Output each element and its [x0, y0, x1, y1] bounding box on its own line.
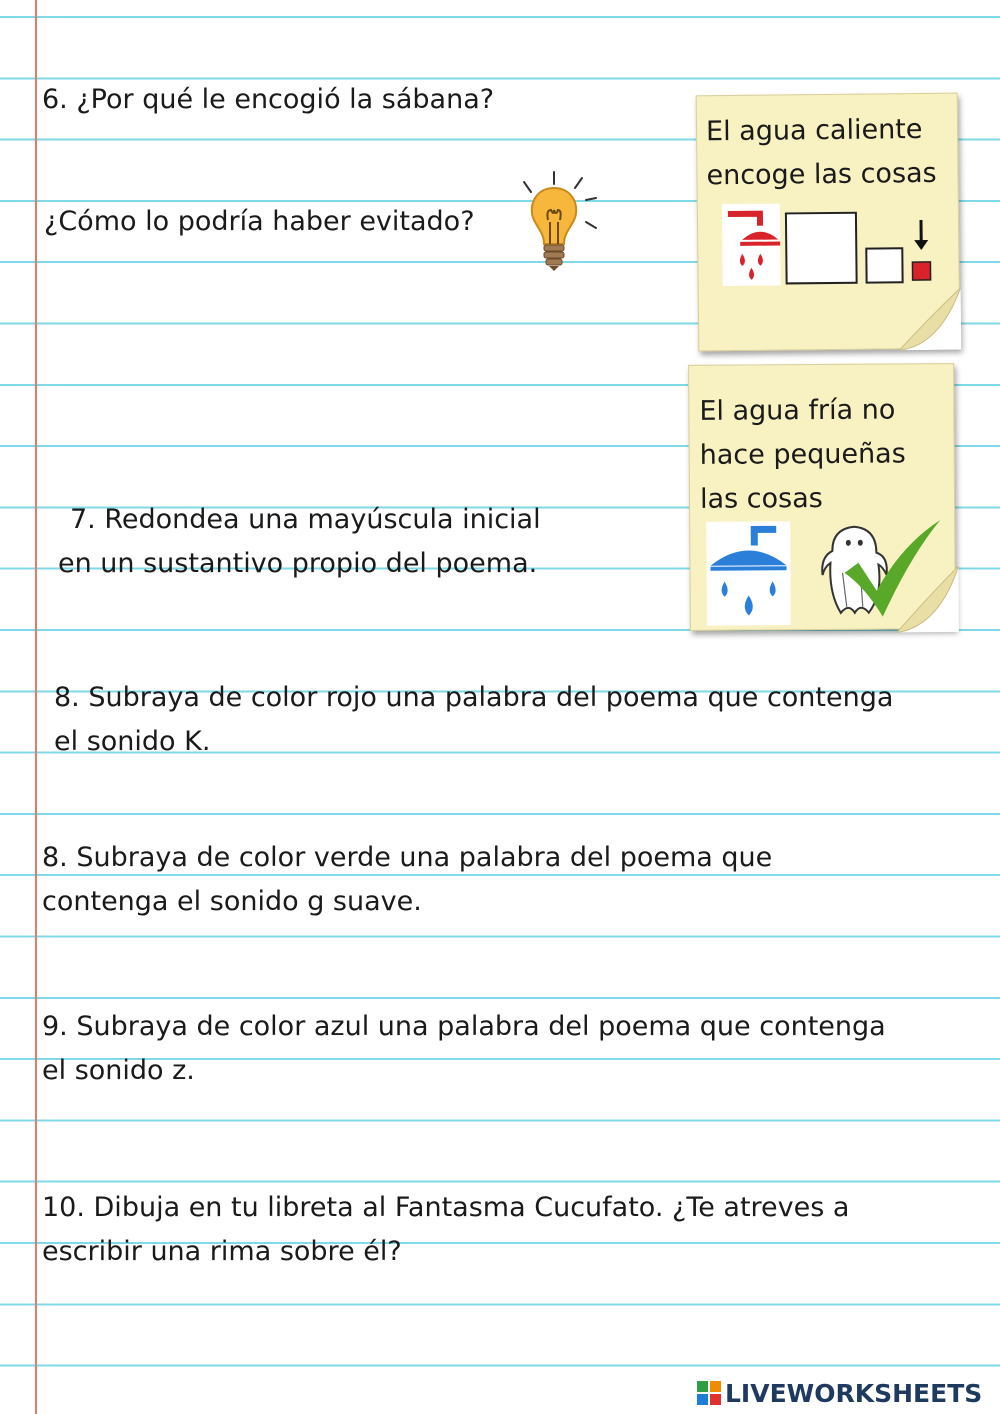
hot-note-line-1: El agua caliente [705, 114, 923, 148]
down-arrow-icon [914, 220, 928, 250]
question-7-text-line-2: en un sustantivo propio del poema. [58, 548, 538, 579]
brand-name: LIVEWORKSHEETS [725, 1378, 983, 1408]
question-6-text: 6. ¿Por qué le encogió la sábana? [42, 84, 495, 115]
question-8-red-text-line-2: el sonido K. [54, 726, 211, 757]
cold-shower-icon [706, 521, 791, 626]
liveworksheets-brand [697, 1378, 982, 1408]
question-6-followup-text: ¿Cómo lo podría haber evitado? [44, 206, 475, 237]
cold-note-line-1: El agua fría no [699, 394, 896, 427]
note-curl [899, 288, 962, 351]
cold-note-line-3: las cosas [699, 482, 823, 515]
hot-note-line-2: encoge las cosas [706, 157, 937, 192]
question-8-green-text-line-2: contenga el sonido g suave. [42, 886, 422, 917]
question-9-text-line-2: el sonido z. [42, 1055, 195, 1086]
shrinking-squares-icon [784, 210, 955, 292]
question-10-text-line-2: escribir una rima sobre él? [42, 1236, 402, 1267]
note-curl [896, 566, 958, 632]
question-7-text: 7. Redondea una mayúscula inicial [70, 504, 541, 535]
question-8-red-text: 8. Subraya de color rojo una palabra del poema que contenga [54, 682, 894, 713]
lightbulb-icon [516, 170, 602, 278]
cold-note-line-2: hace pequeñas [699, 438, 906, 471]
question-9-text: 9. Subraya de color azul una palabra del poema que contenga [42, 1011, 886, 1042]
hot-water-sticky-note [696, 93, 961, 352]
cold-water-sticky-note [688, 363, 956, 631]
notebook-margin-line [35, 0, 37, 1414]
question-8-green-text: 8. Subraya de color verde una palabra del poema que [42, 842, 773, 873]
question-10-text: 10. Dibuja en tu libreta al Fantasma Cucufato. ¿Te atreves a [42, 1192, 850, 1223]
liveworksheets-logo-icon [697, 1381, 721, 1405]
hot-shower-icon [722, 204, 781, 287]
